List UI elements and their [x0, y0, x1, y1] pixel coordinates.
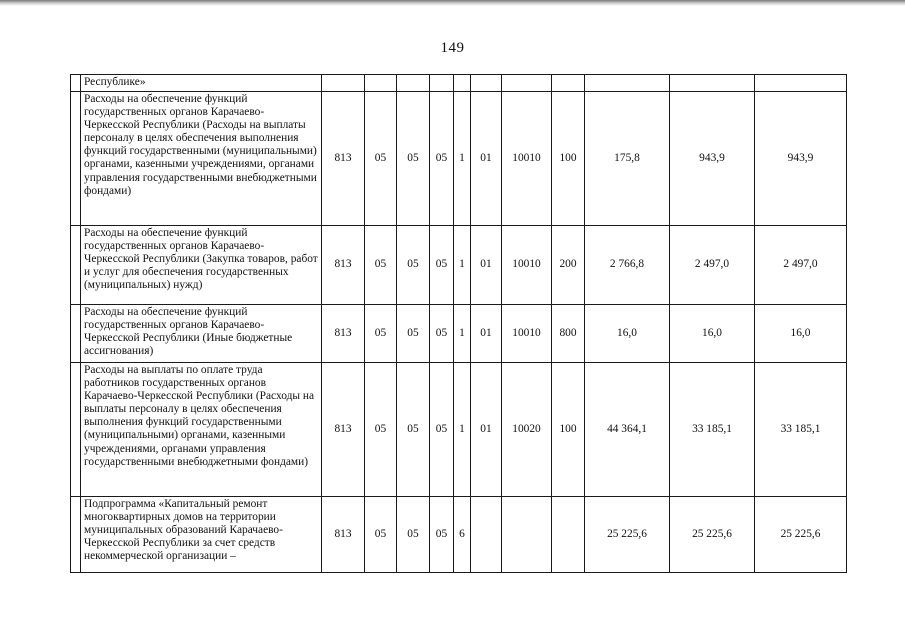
- subsection-cell: 05: [397, 363, 430, 497]
- amount-year1-cell: [585, 75, 670, 92]
- description-cell: Подпрограмма «Капитальный ремонт многоквартирных домов на территории муниципальных образований Карачаево-Черкесской Республики за счет средств некоммерческой организации –: [81, 497, 322, 573]
- section-cell: [365, 75, 397, 92]
- row-number-cell: [71, 363, 81, 497]
- table-row: [71, 75, 847, 92]
- amount-year3-cell: 943,9: [755, 92, 847, 226]
- amount-year1-cell: 175,8: [585, 92, 670, 226]
- direction-cell: 10020: [502, 363, 552, 497]
- amount-year1-cell: 44 364,1: [585, 363, 670, 497]
- section-cell: 05: [365, 497, 397, 573]
- main-event-cell: 01: [471, 363, 502, 497]
- table-row: [71, 363, 847, 497]
- page-number: 149: [440, 40, 465, 56]
- amount-year2-cell: 25 225,6: [670, 497, 755, 573]
- amount-year2-cell: 943,9: [670, 92, 755, 226]
- amount-year1-cell: 25 225,6: [585, 497, 670, 573]
- direction-cell: 10010: [502, 305, 552, 363]
- subsection-cell: 05: [397, 497, 430, 573]
- row-number-cell: [71, 92, 81, 226]
- expense-type-cell: 800: [552, 305, 585, 363]
- admin-code-cell: 813: [322, 363, 365, 497]
- table-row: [71, 497, 847, 573]
- main-event-cell: 01: [471, 92, 502, 226]
- amount-year3-cell: 33 185,1: [755, 363, 847, 497]
- direction-cell: 10010: [502, 92, 552, 226]
- subsection-cell: [397, 75, 430, 92]
- section-cell: 05: [365, 92, 397, 226]
- expense-type-cell: [552, 497, 585, 573]
- admin-code-cell: 813: [322, 226, 365, 305]
- scan-top-edge: [0, 0, 905, 6]
- direction-cell: 10010: [502, 226, 552, 305]
- description-cell: Расходы на обеспечение функций государственных органов Карачаево-Черкесской Республики (Расходы на выплаты персоналу в целях обеспечения выполнения функций государственными (муниципальными) органами, казенными учреждениями, органами управления государственными внебюджетными фондами): [81, 92, 322, 226]
- description-cell: Расходы на обеспечение функций государственных органов Карачаево-Черкесской Республики (Иные бюджетные ассигнования): [81, 305, 322, 363]
- row-number-cell: [71, 305, 81, 363]
- amount-year2-cell: [670, 75, 755, 92]
- main-event-cell: [471, 75, 502, 92]
- admin-code-cell: 813: [322, 497, 365, 573]
- row-number-cell: [71, 226, 81, 305]
- table-row: [71, 226, 847, 305]
- subprogram-cell: 1: [454, 363, 471, 497]
- program-cell: 05: [430, 92, 454, 226]
- program-cell: [430, 75, 454, 92]
- subprogram-cell: 1: [454, 92, 471, 226]
- description-cell: Расходы на обеспечение функций государственных органов Карачаево-Черкесской Республики (Закупка товаров, работ и услуг для обеспечения государственных (муниципальных) нужд): [81, 226, 322, 305]
- amount-year2-cell: 16,0: [670, 305, 755, 363]
- admin-code-cell: 813: [322, 305, 365, 363]
- expense-type-cell: 100: [552, 363, 585, 497]
- subsection-cell: 05: [397, 226, 430, 305]
- amount-year1-cell: 16,0: [585, 305, 670, 363]
- table-row: [71, 92, 847, 226]
- section-cell: 05: [365, 363, 397, 497]
- main-event-cell: 01: [471, 305, 502, 363]
- program-cell: 05: [430, 363, 454, 497]
- table-row: [71, 305, 847, 363]
- expense-type-cell: [552, 75, 585, 92]
- subprogram-cell: 6: [454, 497, 471, 573]
- amount-year3-cell: [755, 75, 847, 92]
- subprogram-cell: 1: [454, 305, 471, 363]
- amount-year2-cell: 33 185,1: [670, 363, 755, 497]
- subsection-cell: 05: [397, 305, 430, 363]
- admin-code-cell: [322, 75, 365, 92]
- amount-year3-cell: 2 497,0: [755, 226, 847, 305]
- subprogram-cell: 1: [454, 226, 471, 305]
- subsection-cell: 05: [397, 92, 430, 226]
- section-cell: 05: [365, 226, 397, 305]
- main-event-cell: [471, 497, 502, 573]
- direction-cell: [502, 497, 552, 573]
- section-cell: 05: [365, 305, 397, 363]
- program-cell: 05: [430, 497, 454, 573]
- row-number-cell: [71, 497, 81, 573]
- amount-year1-cell: 2 766,8: [585, 226, 670, 305]
- admin-code-cell: 813: [322, 92, 365, 226]
- direction-cell: [502, 75, 552, 92]
- row-number-cell: [71, 75, 81, 92]
- program-cell: 05: [430, 226, 454, 305]
- expense-type-cell: 200: [552, 226, 585, 305]
- amount-year3-cell: 16,0: [755, 305, 847, 363]
- amount-year3-cell: 25 225,6: [755, 497, 847, 573]
- expense-type-cell: 100: [552, 92, 585, 226]
- budget-table: [70, 74, 847, 573]
- description-cell: Расходы на выплаты по оплате труда работников государственных органов Карачаево-Черкесской Республики (Расходы на выплаты персоналу в целях обеспечения выполнения функций государственными (муниципальными) органами, казенными учреждениями, органами управления государственными внебюджетными фондами): [81, 363, 322, 497]
- main-event-cell: 01: [471, 226, 502, 305]
- amount-year2-cell: 2 497,0: [670, 226, 755, 305]
- subprogram-cell: [454, 75, 471, 92]
- description-cell: Республике»: [81, 75, 322, 92]
- table-body: [71, 75, 847, 573]
- program-cell: 05: [430, 305, 454, 363]
